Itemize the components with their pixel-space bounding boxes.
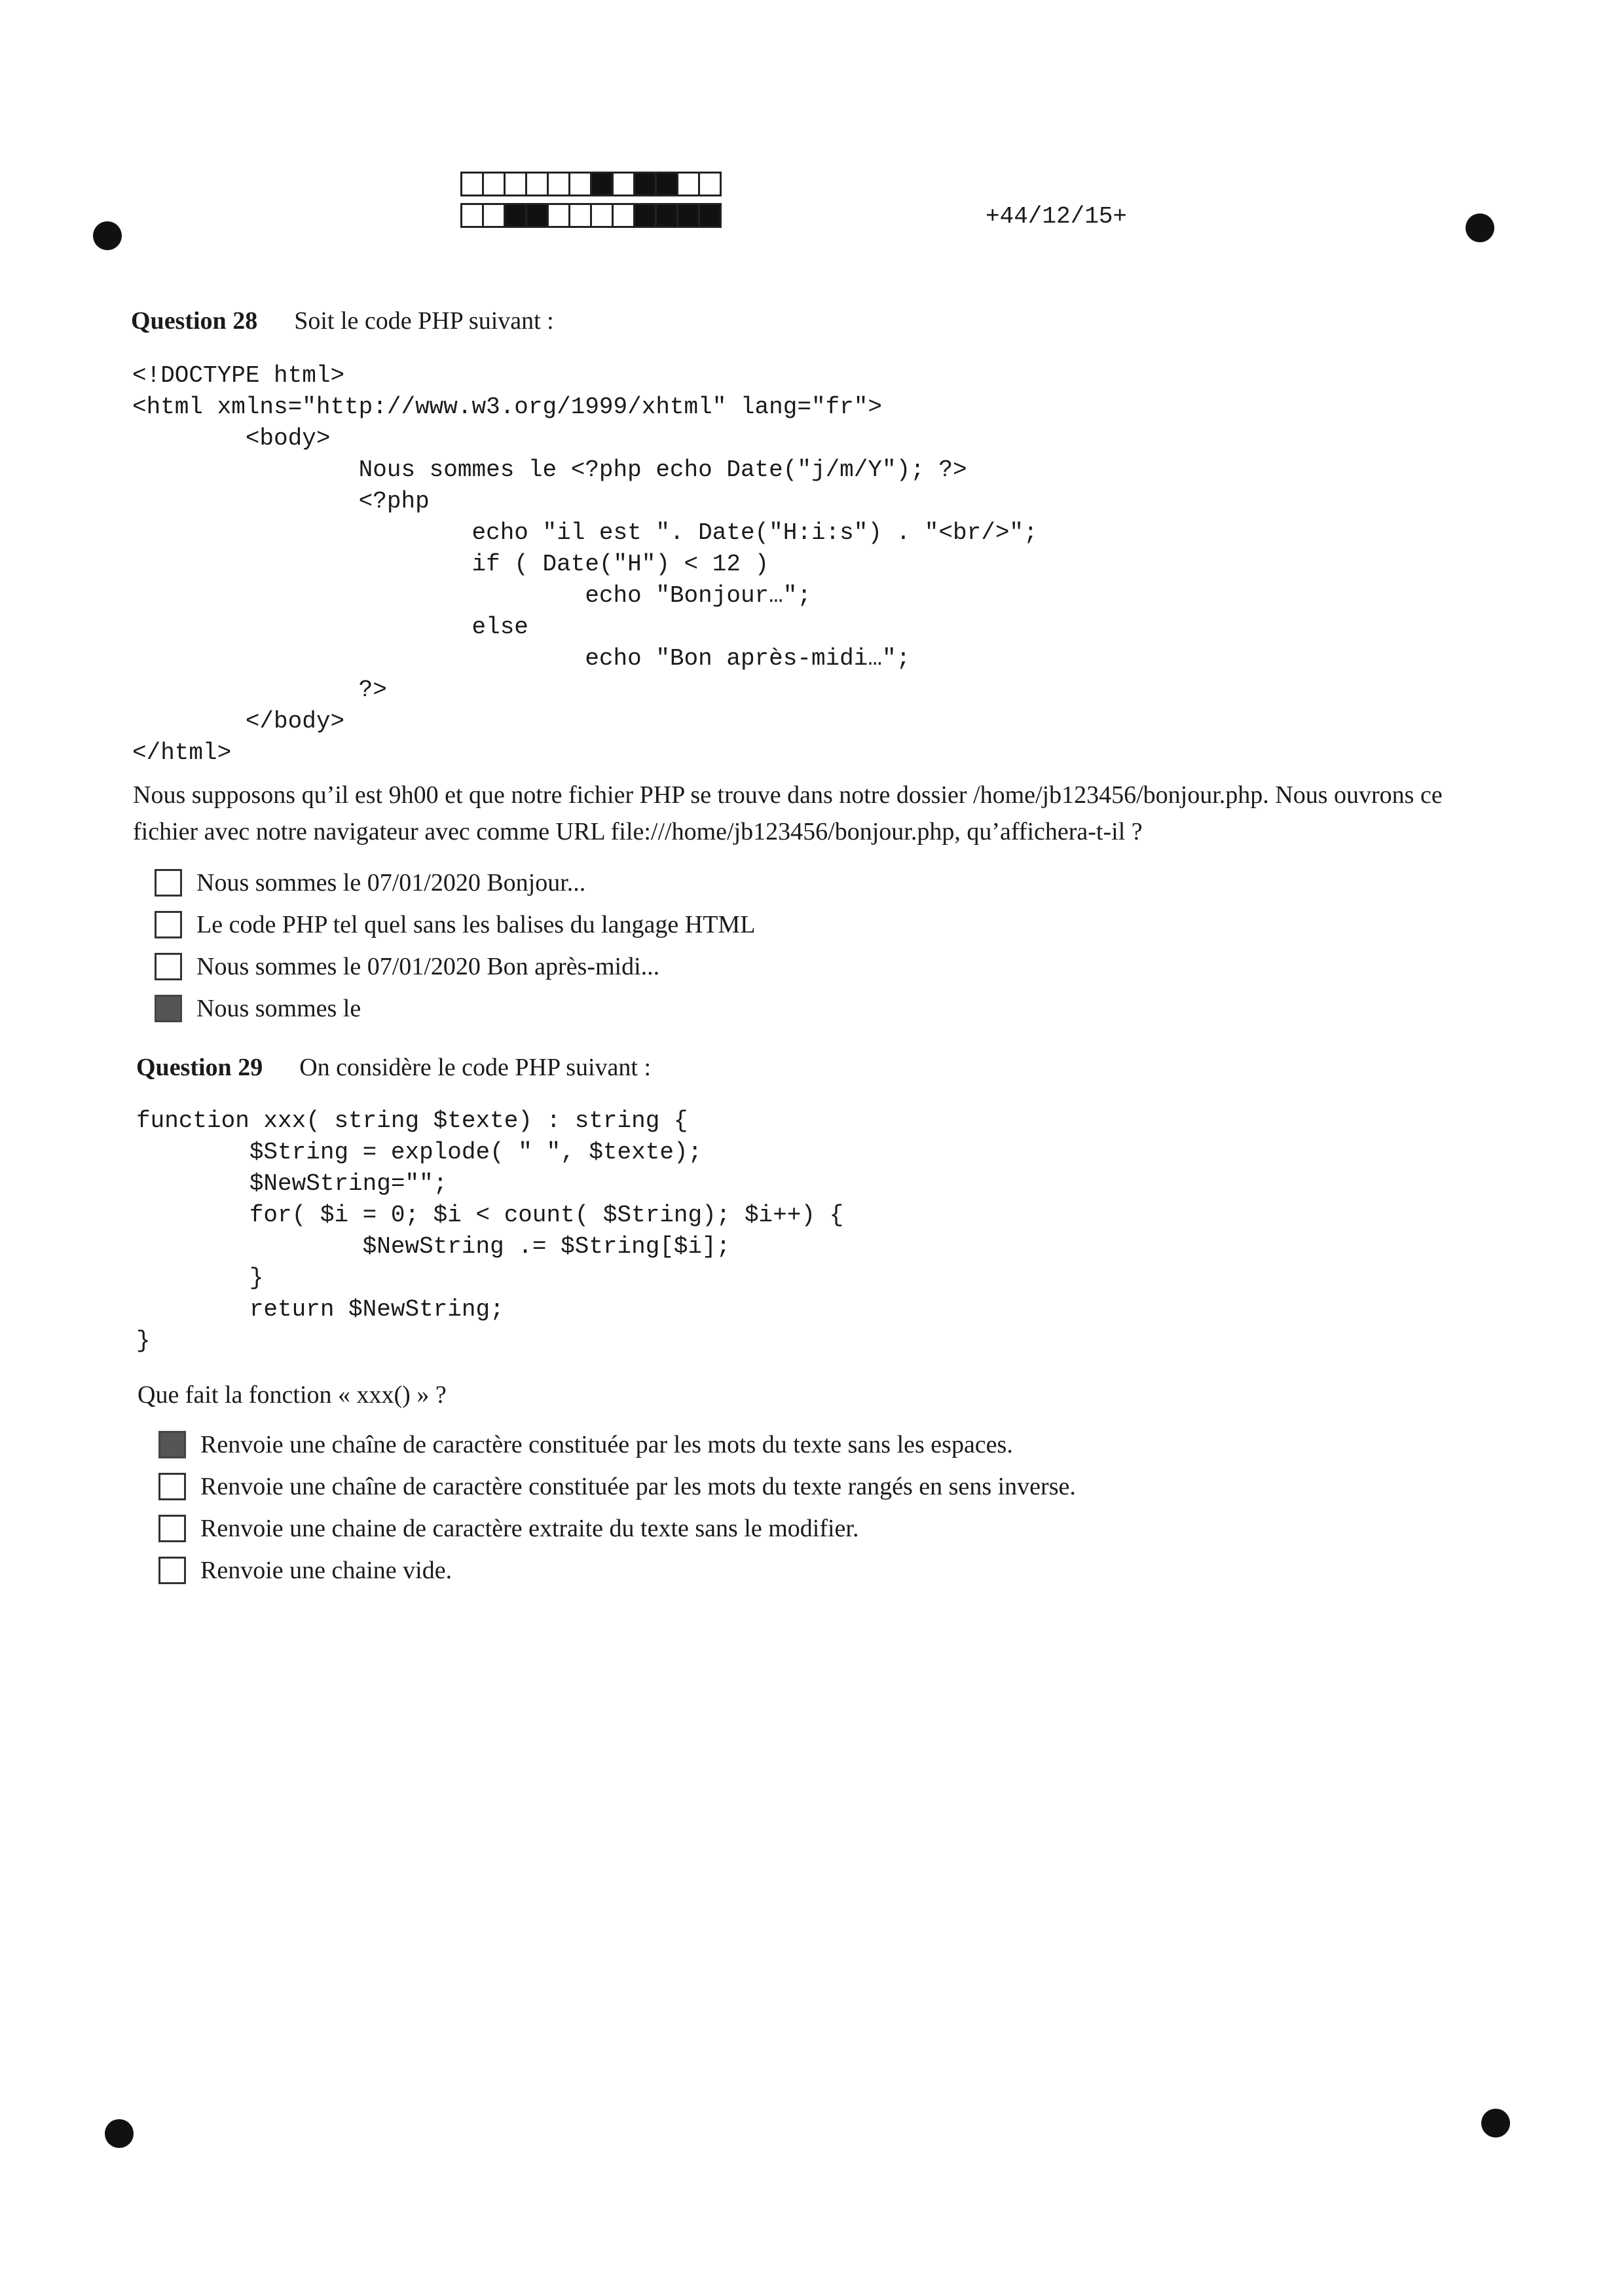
question-28-prompt: Nous supposons qu’il est 9h00 et que notre fichier PHP se trouve dans notre dossier /home/jb123456/bonjour.php. Nous ouvrons ce fichier avec notre navigateur avec comme URL file:///home/jb123456/bonjour.php, qu’affichera-t-il ? (133, 781, 1443, 845)
answer-option[interactable] (158, 1466, 1076, 1508)
sheet-id: +44/12/15+ (986, 203, 1128, 230)
question-29-code: function xxx( string $texte) : string { $String = explode( " ", $texte); $NewString=""; for( $i = 0; $i < count( $String); $i++) { $NewString .= $String[$i]; } return $NewString; } (136, 1107, 844, 1354)
answer-checkbox[interactable] (155, 953, 182, 980)
answer-label: Renvoie une chaine vide. (200, 1557, 452, 1584)
question-29-prompt: Que fait la fonction « xxx() » ? (138, 1381, 447, 1409)
answer-option[interactable] (158, 1508, 1076, 1549)
registration-mark-top-left (93, 221, 122, 250)
answer-label: Renvoie une chaine de caractère extraite du texte sans le modifier. (200, 1515, 859, 1542)
registration-mark-bottom-right (1481, 2109, 1510, 2138)
answer-option[interactable] (155, 946, 755, 988)
answer-option[interactable] (155, 904, 755, 946)
question-29-number: Question 29 (136, 1054, 263, 1081)
answer-checkbox[interactable] (155, 911, 182, 938)
answer-label: Nous sommes le (196, 995, 361, 1022)
answer-option[interactable] (158, 1549, 1076, 1591)
question-28-number: Question 28 (131, 307, 258, 335)
question-28-answers (155, 862, 755, 1029)
answer-checkbox[interactable] (155, 995, 182, 1022)
id-barcode-row-2 (460, 203, 720, 228)
question-28-code: <!DOCTYPE html> <html xmlns="http://www.w3.org/1999/xhtml" lang="fr"> <body> Nous sommes le <?php echo Date("j/m/Y"); ?> <?php echo "il est ". Date("H:i:s") . "<br/>"; if ( Date("H") < 12 ) echo "Bonjour…"; else echo "Bon après-midi…"; ?> </body> </html> (132, 362, 1038, 766)
answer-label: Le code PHP tel quel sans les balises du langage HTML (196, 911, 756, 938)
id-barcode-row-1 (460, 172, 720, 196)
answer-label: Renvoie une chaîne de caractère constituée par les mots du texte rangés en sens inverse. (200, 1473, 1076, 1500)
answer-checkbox[interactable] (158, 1515, 186, 1542)
registration-mark-bottom-left (105, 2119, 134, 2148)
answer-option[interactable] (155, 988, 755, 1029)
answer-option[interactable] (155, 862, 755, 904)
question-29-intro: On considère le code PHP suivant : (299, 1054, 652, 1081)
answer-option[interactable] (158, 1424, 1076, 1466)
answer-checkbox[interactable] (155, 869, 182, 897)
question-29-header (136, 1053, 651, 1082)
answer-checkbox[interactable] (158, 1557, 186, 1584)
answer-label: Nous sommes le 07/01/2020 Bon après-midi... (196, 953, 660, 980)
question-28-intro: Soit le code PHP suivant : (294, 307, 554, 335)
answer-checkbox[interactable] (158, 1431, 186, 1458)
answer-label: Nous sommes le 07/01/2020 Bonjour... (196, 869, 586, 897)
registration-mark-top-right (1466, 213, 1494, 242)
answer-checkbox[interactable] (158, 1473, 186, 1500)
question-28-header (131, 306, 554, 335)
question-29-answers (158, 1424, 1076, 1591)
answer-label: Renvoie une chaîne de caractère constituée par les mots du texte sans les espaces. (200, 1431, 1013, 1458)
